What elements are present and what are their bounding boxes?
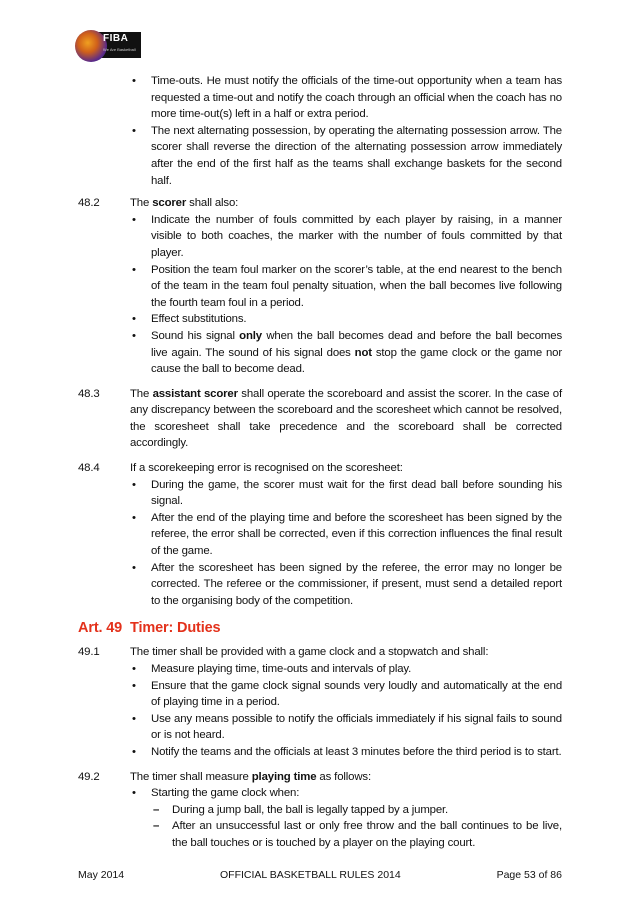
section-intro (130, 769, 562, 786)
footer-page-number: Page 53 of 86 (496, 869, 562, 881)
list-item: • Time-outs. He must notify the officials of the time-out opportunity when a team has requested a time-out and notify the coach through an official when the coach has no more time-out(s) left in a half or extra period. (130, 73, 562, 123)
page-footer (78, 869, 562, 881)
keyword: not (354, 346, 372, 359)
list-item: • Position the team foul marker on the scorer’s table, at the end nearest to the bench of the team in the team foul penalty situation, when the ball becomes live following the fourth team foul in a period. (130, 262, 562, 312)
list-item: • Effect substitutions. (130, 311, 562, 328)
section-49-1 (78, 644, 562, 760)
logo-text: FIBA (103, 33, 129, 44)
text: as follows: (316, 770, 371, 783)
section-number: 48.2 (78, 197, 100, 210)
logo-tagline: We Are Basketball (103, 47, 136, 52)
section-number: 48.3 (78, 387, 100, 400)
section-number: 49.1 (78, 646, 100, 659)
continued-bullets (78, 73, 562, 189)
list-item: • After the end of the playing time and before the scoresheet has been signed by the referee, the error shall be corrected, even if this correction influences the final result of the game. (130, 510, 562, 560)
list-item-text: • Starting the game clock when: (151, 787, 300, 800)
section-48-4 (78, 460, 562, 609)
dash-item: – After an unsuccessful last or only free throw and the ball continues to be live, the ball touches or is touched by a player on the playing court. (151, 818, 562, 851)
text: stop the game clock or the game nor cause the ball to become dead. (151, 346, 562, 376)
fiba-logo (75, 30, 141, 60)
bullet-list (130, 477, 562, 610)
text: The (130, 387, 153, 400)
text: Sound his signal (151, 329, 240, 342)
keyword: assistant scorer (152, 387, 238, 400)
keyword: playing time (251, 770, 317, 783)
section-intro: The timer shall be provided with a game clock and a stopwatch and shall: (130, 646, 489, 659)
dash-list (151, 802, 562, 852)
bullet-list (130, 785, 562, 851)
list-item (130, 328, 562, 378)
section-number: 49.2 (78, 770, 100, 783)
footer-date: May 2014 (78, 869, 125, 881)
list-item: • Notify the teams and the officials at least 3 minutes before the third period is to start. (130, 744, 562, 761)
article-title: Timer: Duties (130, 620, 221, 637)
document-body (78, 73, 562, 857)
section-48-2 (78, 195, 562, 378)
section-intro (130, 195, 562, 212)
bullet-list (130, 212, 562, 378)
list-item: • After the scoresheet has been signed by the referee, the error may no longer be corrected. The referee or the commissioner, if present, must send a detailed report to the organising body of the competition. (130, 560, 562, 610)
text: The (130, 197, 153, 210)
article-number: Art. 49 (78, 620, 123, 637)
bullet-list (130, 661, 562, 761)
list-item: • Indicate the number of fouls committed by each player by raising, in a manner visible to both coaches, the marker with the number of fouls committed by that player. (130, 212, 562, 262)
text: shall also: (186, 197, 239, 210)
keyword: scorer (152, 197, 187, 210)
text: when the ball becomes dead and before the ball becomes live again. The sound of his signal does (151, 329, 562, 359)
list-item: • The next alternating possession, by operating the alternating possession arrow. The scorer shall reverse the direction of the alternating possession arrow immediately after the end of the first half as the teams shall exchange baskets for the second half. (130, 123, 562, 189)
dash-item: – During a jump ball, the ball is legally tapped by a jumper. (151, 802, 562, 819)
keyword: only (239, 329, 262, 342)
list-item: • During the game, the scorer must wait for the first dead ball before sounding his signal. (130, 477, 562, 510)
list-item (130, 785, 562, 851)
article-heading (78, 618, 562, 638)
text: The timer shall measure (130, 770, 252, 783)
section-number: 48.4 (78, 462, 100, 475)
section-48-3 (78, 386, 562, 452)
list-item: • Ensure that the game clock signal sounds very loudly and automatically at the end of playing time in a period. (130, 678, 562, 711)
section-intro: If a scorekeeping error is recognised on the scoresheet: (130, 462, 403, 475)
bullet-list (130, 73, 562, 189)
footer-title: OFFICIAL BASKETBALL RULES 2014 (220, 869, 401, 881)
list-item: • Use any means possible to notify the officials immediately if his signal fails to sound or is not heard. (130, 711, 562, 744)
text: shall operate the scoreboard and assist the scorer. In the case of any discrepancy between the scoreboard and the scoresheet which cannot be resolved, the scoresheet shall take precedence and the scoreboard shall be corrected accordingly. (130, 387, 563, 450)
section-49-2 (78, 769, 562, 852)
list-item: • Measure playing time, time-outs and intervals of play. (130, 661, 562, 678)
